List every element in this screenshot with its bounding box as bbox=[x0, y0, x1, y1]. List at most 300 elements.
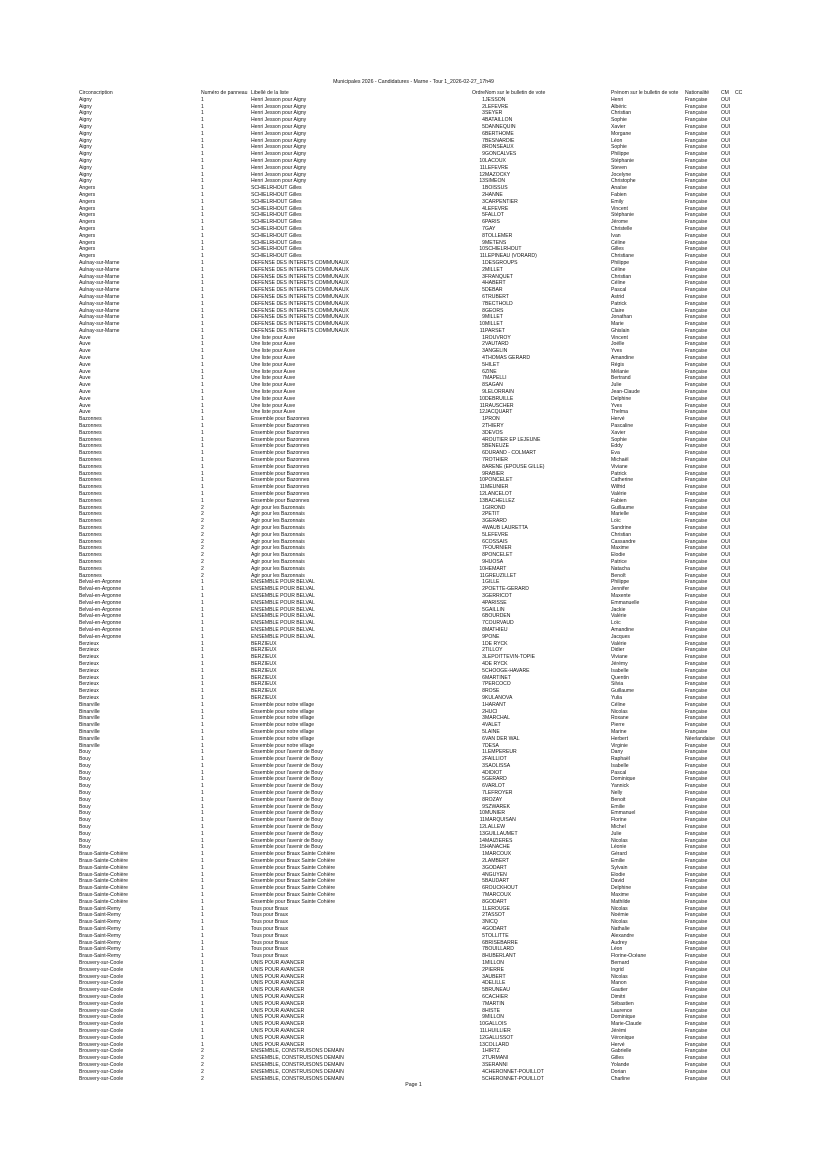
cell-cm: OUI bbox=[721, 525, 731, 531]
table-row bbox=[79, 715, 749, 722]
table-row bbox=[79, 878, 749, 885]
table-row bbox=[79, 355, 749, 362]
cell-libelle: Henri Jesson pour Aigny bbox=[251, 117, 307, 124]
table-row bbox=[79, 267, 749, 274]
cell-nationalite: Française bbox=[685, 287, 708, 294]
table-row bbox=[79, 641, 749, 648]
cell-cm: OUI bbox=[721, 117, 731, 124]
cell-nationalite: Française bbox=[685, 409, 708, 416]
cell-libelle: Une liste pour Auve bbox=[251, 375, 296, 382]
cell-numero-panneau: 1 bbox=[201, 375, 204, 382]
cell-nom: COSSAIS bbox=[485, 538, 508, 545]
cell-circonscription: Belval-en-Argonne bbox=[79, 592, 122, 599]
cell-libelle: Agir pour les Bazonnais bbox=[251, 511, 305, 518]
cell-cm: OUI bbox=[721, 1014, 731, 1021]
cell-nationalite: Française bbox=[685, 375, 708, 382]
cell-ordre: 6 bbox=[482, 939, 485, 946]
cell-libelle: ENSEMBLE POUR BELVAL bbox=[251, 599, 315, 606]
table-row bbox=[79, 709, 749, 716]
cell-libelle: Ensemble pour Bazonnes bbox=[251, 463, 310, 470]
table-row bbox=[79, 403, 749, 410]
cell-nationalite: Française bbox=[685, 1041, 708, 1048]
cell-prenom: Catherine bbox=[611, 477, 634, 484]
cell-ordre: 7 bbox=[482, 790, 485, 797]
cell-numero-panneau: 1 bbox=[201, 348, 204, 355]
cell-nationalite: Française bbox=[685, 436, 708, 443]
cell-numero-panneau: 1 bbox=[201, 463, 204, 470]
cell-ordre: 11 bbox=[479, 253, 485, 260]
cell-circonscription: Brouvery-sur-Coole bbox=[79, 993, 124, 1000]
cell-libelle: Ensemble pour l'avenir de Bouy bbox=[251, 790, 323, 797]
cell-nationalite: Française bbox=[685, 191, 708, 198]
cell-nom: LEFEVRE bbox=[485, 164, 509, 171]
cell-nationalite: Française bbox=[685, 525, 708, 531]
cell-ordre: 1 bbox=[482, 334, 485, 341]
cell-numero-panneau: 1 bbox=[201, 1007, 204, 1014]
cell-libelle: Henri Jesson pour Aigny bbox=[251, 151, 307, 158]
cell-ordre: 10 bbox=[479, 477, 485, 484]
cell-ordre: 11 bbox=[479, 572, 485, 579]
cell-numero-panneau: 1 bbox=[201, 1014, 204, 1021]
cell-prenom: Emmanuelle bbox=[611, 599, 640, 606]
cell-nationalite: Française bbox=[685, 416, 708, 423]
cell-circonscription: Aigny bbox=[79, 171, 92, 178]
cell-nom: THOMAS GERARD bbox=[485, 355, 530, 362]
cell-nom: ROTHIER bbox=[485, 457, 508, 464]
cell-numero-panneau: 2 bbox=[201, 1048, 204, 1055]
cell-nom: VAN DER WAL bbox=[485, 735, 520, 742]
cell-numero-panneau: 1 bbox=[201, 293, 204, 300]
table-row bbox=[79, 844, 749, 851]
cell-libelle: BERZIEUX bbox=[251, 654, 277, 661]
cell-ordre: 8 bbox=[482, 232, 485, 239]
cell-numero-panneau: 1 bbox=[201, 423, 204, 430]
table-row bbox=[79, 783, 749, 790]
cell-circonscription: Angers bbox=[79, 191, 96, 198]
cell-numero-panneau: 2 bbox=[201, 545, 204, 552]
cell-nationalite: Française bbox=[685, 626, 708, 633]
cell-prenom: Bernard bbox=[611, 960, 630, 966]
cell-cm: OUI bbox=[721, 552, 731, 559]
cell-libelle: ENSEMBLE, CONSTRUISONS DEMAIN bbox=[251, 1048, 344, 1055]
cell-prenom: Guillaume bbox=[611, 504, 634, 511]
cell-circonscription: Bouy bbox=[79, 817, 91, 824]
cell-nom: MAZOCKY bbox=[485, 171, 511, 178]
cell-nom: LAINE bbox=[485, 728, 500, 735]
cell-circonscription: Braux-Sainte-Cohière bbox=[79, 878, 128, 885]
cell-libelle: SCHIELRHOUT Gilles bbox=[251, 246, 302, 253]
cell-prenom: Dimitri bbox=[611, 993, 626, 1000]
cell-nom: TOLLEMER bbox=[485, 232, 513, 239]
cell-prenom: Philippe bbox=[611, 259, 630, 266]
cell-nom: RONSEAUX bbox=[485, 144, 514, 151]
cell-cm: OUI bbox=[721, 205, 731, 212]
cell-circonscription: Aulnay-sur-Marne bbox=[79, 287, 120, 294]
cell-ordre: 1 bbox=[482, 96, 485, 103]
cell-libelle: ENSEMBLE, CONSTRUISONS DEMAIN bbox=[251, 1061, 344, 1068]
cell-libelle: SCHIELRHOUT Gilles bbox=[251, 191, 302, 198]
cell-ordre: 2 bbox=[482, 858, 485, 865]
cell-prenom: Maxime bbox=[611, 545, 629, 552]
cell-libelle: Ensemble pour notre village bbox=[251, 708, 315, 715]
cell-numero-panneau: 1 bbox=[201, 144, 204, 151]
cell-circonscription: Auve bbox=[79, 355, 91, 362]
table-row bbox=[79, 695, 749, 702]
cell-circonscription: Bazonnes bbox=[79, 538, 102, 545]
cell-numero-panneau: 1 bbox=[201, 626, 204, 633]
cell-numero-panneau: 1 bbox=[201, 219, 204, 226]
cell-nationalite: Française bbox=[685, 144, 708, 151]
cell-nom: HEMART bbox=[485, 565, 507, 572]
cell-cm: OUI bbox=[721, 878, 731, 885]
cell-numero-panneau: 1 bbox=[201, 946, 204, 953]
cell-numero-panneau: 1 bbox=[201, 694, 204, 701]
cell-numero-panneau: 1 bbox=[201, 1034, 204, 1041]
cell-nom: FAILLIOT bbox=[485, 756, 507, 763]
cell-libelle: ENSEMBLE POUR BELVAL bbox=[251, 586, 315, 593]
cell-circonscription: Angers bbox=[79, 239, 96, 246]
cell-nom: ARENE (EPOUSE GILLE) bbox=[485, 463, 545, 470]
cell-cm: OUI bbox=[721, 130, 731, 137]
cell-nom: HANACHE bbox=[485, 844, 510, 851]
cell-nationalite: Française bbox=[685, 871, 708, 878]
cell-numero-panneau: 1 bbox=[201, 1041, 204, 1048]
cell-numero-panneau: 1 bbox=[201, 191, 204, 198]
cell-libelle: Ensemble pour Bazonnes bbox=[251, 423, 310, 430]
cell-nationalite: Française bbox=[685, 769, 708, 776]
table-row bbox=[79, 573, 749, 580]
cell-ordre: 6 bbox=[482, 368, 485, 375]
cell-prenom: Christophe bbox=[611, 178, 636, 185]
cell-libelle: Une liste pour Auve bbox=[251, 334, 296, 341]
cell-nationalite: Française bbox=[685, 1000, 708, 1007]
cell-nationalite: Française bbox=[685, 742, 708, 749]
cell-libelle: SCHIELRHOUT Gilles bbox=[251, 239, 302, 246]
cell-numero-panneau: 1 bbox=[201, 824, 204, 831]
cell-nationalite: Française bbox=[685, 932, 708, 939]
cell-circonscription: Aulnay-sur-Marne bbox=[79, 300, 120, 307]
cell-libelle: Une liste pour Auve bbox=[251, 348, 296, 355]
cell-circonscription: Belval-en-Argonne bbox=[79, 599, 122, 606]
cell-prenom: Charline bbox=[611, 1075, 630, 1082]
cell-cm: OUI bbox=[721, 844, 731, 851]
cell-cm: OUI bbox=[721, 355, 731, 362]
cell-prenom: Ingrid bbox=[611, 966, 624, 973]
cell-nom: GALLISSOT bbox=[485, 1034, 514, 1041]
cell-circonscription: Bazonnes bbox=[79, 429, 102, 436]
cell-prenom: Emmanuel bbox=[611, 810, 636, 817]
cell-ordre: 10 bbox=[479, 395, 485, 402]
cell-nationalite: Française bbox=[685, 946, 708, 953]
cell-ordre: 9 bbox=[482, 151, 485, 158]
cell-libelle: Ensemble pour Bazonnes bbox=[251, 477, 310, 484]
cell-nationalite: Française bbox=[685, 878, 708, 885]
cell-nationalite: Française bbox=[685, 953, 708, 960]
cell-nom: MAIZIERES bbox=[485, 837, 513, 844]
table-row bbox=[79, 817, 749, 824]
cell-circonscription: Auve bbox=[79, 395, 91, 402]
cell-prenom: Dany bbox=[611, 749, 623, 756]
cell-cm: OUI bbox=[721, 953, 731, 960]
cell-circonscription: Bazonnes bbox=[79, 477, 102, 484]
cell-prenom: Christiane bbox=[611, 253, 634, 260]
cell-nationalite: Française bbox=[685, 599, 708, 606]
cell-libelle: UNIS POUR AVANCER bbox=[251, 1000, 305, 1007]
cell-ordre: 5 bbox=[482, 606, 485, 613]
cell-cm: OUI bbox=[721, 620, 731, 627]
cell-libelle: Ensemble pour l'avenir de Bouy bbox=[251, 769, 323, 776]
cell-ordre: 9 bbox=[482, 314, 485, 321]
header-ordre: Ordre bbox=[471, 90, 485, 96]
cell-prenom: Nicolas bbox=[611, 905, 628, 912]
cell-prenom: Fabien bbox=[611, 191, 627, 198]
table-row bbox=[79, 199, 749, 206]
cell-nationalite: Française bbox=[685, 790, 708, 797]
cell-circonscription: Binarville bbox=[79, 742, 100, 749]
cell-prenom: Gérard bbox=[611, 851, 627, 858]
cell-libelle: SCHIELRHOUT Gilles bbox=[251, 205, 302, 212]
cell-ordre: 6 bbox=[482, 613, 485, 620]
cell-nom: NICQ bbox=[485, 919, 498, 926]
cell-circonscription: Auve bbox=[79, 389, 91, 396]
table-row bbox=[79, 926, 749, 933]
cell-nationalite: Française bbox=[685, 389, 708, 396]
cell-numero-panneau: 1 bbox=[201, 769, 204, 776]
cell-cm: OUI bbox=[721, 491, 731, 498]
cell-nationalite: Française bbox=[685, 844, 708, 851]
cell-nationalite: Française bbox=[685, 830, 708, 837]
cell-ordre: 5 bbox=[482, 531, 485, 538]
cell-prenom: Bertrand bbox=[611, 375, 631, 382]
cell-circonscription: Binarville bbox=[79, 728, 100, 735]
table-row bbox=[79, 559, 749, 566]
cell-ordre: 13 bbox=[479, 1041, 485, 1048]
cell-nationalite: Française bbox=[685, 239, 708, 246]
cell-numero-panneau: 1 bbox=[201, 137, 204, 144]
cell-numero-panneau: 1 bbox=[201, 409, 204, 416]
cell-cm: OUI bbox=[721, 898, 731, 905]
cell-prenom: Isabelle bbox=[611, 762, 629, 769]
cell-ordre: 2 bbox=[482, 912, 485, 919]
cell-cm: OUI bbox=[721, 762, 731, 769]
cell-nationalite: Française bbox=[685, 293, 708, 300]
cell-prenom: Florine-Océane bbox=[611, 953, 647, 960]
cell-cm: OUI bbox=[721, 817, 731, 824]
table-row bbox=[79, 661, 749, 668]
cell-ordre: 7 bbox=[482, 545, 485, 552]
cell-libelle: Agir pour les Bazonnais bbox=[251, 558, 305, 565]
cell-cm: OUI bbox=[721, 341, 731, 348]
cell-libelle: SCHIELRHOUT Gilles bbox=[251, 225, 302, 232]
cell-prenom: Vincent bbox=[611, 334, 628, 341]
cell-circonscription: Brouvery-sur-Coole bbox=[79, 1034, 124, 1041]
cell-prenom: Noémie bbox=[611, 912, 629, 919]
cell-nom: DE RYCK bbox=[485, 660, 508, 667]
cell-prenom: Viviane bbox=[611, 654, 628, 661]
cell-prenom: Pierre bbox=[611, 722, 625, 729]
cell-nationalite: Française bbox=[685, 130, 708, 137]
cell-nationalite: Française bbox=[685, 1061, 708, 1068]
table-row bbox=[79, 1062, 749, 1069]
cell-cm: OUI bbox=[721, 280, 731, 287]
cell-libelle: Une liste pour Auve bbox=[251, 368, 296, 375]
table-row bbox=[79, 498, 749, 505]
cell-nom: SCHIELRHOUT bbox=[485, 246, 522, 253]
cell-numero-panneau: 1 bbox=[201, 667, 204, 674]
cell-ordre: 8 bbox=[482, 1007, 485, 1014]
table-row bbox=[79, 613, 749, 620]
cell-ordre: 8 bbox=[482, 796, 485, 803]
cell-nationalite: Française bbox=[685, 429, 708, 436]
cell-ordre: 5 bbox=[482, 361, 485, 368]
cell-cm: OUI bbox=[721, 565, 731, 572]
table-row bbox=[79, 1008, 749, 1015]
cell-prenom: Patrick bbox=[611, 470, 627, 477]
cell-ordre: 3 bbox=[482, 864, 485, 871]
cell-nationalite: Française bbox=[685, 198, 708, 205]
cell-numero-panneau: 1 bbox=[201, 389, 204, 396]
cell-ordre: 1 bbox=[482, 1048, 485, 1055]
cell-circonscription: Auve bbox=[79, 382, 91, 389]
cell-numero-panneau: 1 bbox=[201, 205, 204, 212]
cell-nationalite: Française bbox=[685, 511, 708, 518]
cell-cm: OUI bbox=[721, 171, 731, 178]
table-row bbox=[79, 185, 749, 192]
cell-nationalite: Française bbox=[685, 1007, 708, 1014]
cell-ordre: 3 bbox=[482, 273, 485, 280]
cell-numero-panneau: 1 bbox=[201, 280, 204, 287]
cell-libelle: Agir pour les Bazonnais bbox=[251, 545, 305, 552]
cell-circonscription: Braux-Saint-Remy bbox=[79, 912, 121, 919]
cell-cm: OUI bbox=[721, 1021, 731, 1028]
cell-ordre: 8 bbox=[482, 626, 485, 633]
cell-libelle: Ensemble pour l'avenir de Bouy bbox=[251, 824, 323, 831]
cell-cm: OUI bbox=[721, 633, 731, 640]
cell-circonscription: Bouy bbox=[79, 803, 91, 810]
cell-circonscription: Bouy bbox=[79, 749, 91, 756]
cell-numero-panneau: 1 bbox=[201, 701, 204, 708]
cell-nom: MATHIEU bbox=[485, 626, 508, 633]
cell-nationalite: Française bbox=[685, 423, 708, 430]
cell-numero-panneau: 1 bbox=[201, 491, 204, 498]
cell-nationalite: Française bbox=[685, 966, 708, 973]
cell-circonscription: Braux-Sainte-Cohière bbox=[79, 898, 128, 905]
cell-circonscription: Bouy bbox=[79, 830, 91, 837]
cell-nationalite: Française bbox=[685, 864, 708, 871]
cell-cm: OUI bbox=[721, 253, 731, 260]
table-row bbox=[79, 471, 749, 478]
cell-cm: OUI bbox=[721, 824, 731, 831]
cell-libelle: Ensemble pour l'avenir de Bouy bbox=[251, 844, 323, 851]
cell-ordre: 9 bbox=[482, 389, 485, 396]
cell-nationalite: Française bbox=[685, 484, 708, 491]
cell-circonscription: Bazonnes bbox=[79, 511, 102, 518]
cell-nationalite: Française bbox=[685, 993, 708, 1000]
cell-prenom: Patrick bbox=[611, 300, 627, 307]
cell-numero-panneau: 2 bbox=[201, 518, 204, 525]
cell-libelle: BERZIEUX bbox=[251, 647, 277, 654]
cell-cm: OUI bbox=[721, 599, 731, 606]
table-row bbox=[79, 274, 749, 281]
table-row bbox=[79, 702, 749, 709]
cell-cm: OUI bbox=[721, 864, 731, 871]
table-row bbox=[79, 532, 749, 539]
cell-circonscription: Bazonnes bbox=[79, 416, 102, 423]
table-row bbox=[79, 722, 749, 729]
cell-libelle: Henri Jesson pour Aigny bbox=[251, 130, 307, 137]
cell-ordre: 7 bbox=[482, 1000, 485, 1007]
cell-cm: OUI bbox=[721, 579, 731, 586]
table-row bbox=[79, 192, 749, 199]
cell-prenom: Ivan bbox=[611, 232, 621, 239]
cell-libelle: UNIS POUR AVANCER bbox=[251, 966, 305, 973]
table-row bbox=[79, 749, 749, 756]
cell-ordre: 11 bbox=[479, 817, 485, 824]
cell-nom: GUILLAUMET bbox=[485, 830, 518, 837]
cell-prenom: Loïc bbox=[611, 620, 621, 627]
cell-libelle: Henri Jesson pour Aigny bbox=[251, 137, 307, 144]
table-row bbox=[79, 579, 749, 586]
cell-prenom: Philippe bbox=[611, 151, 630, 158]
cell-nom: CHERONNET-POUILLOT bbox=[485, 1075, 544, 1082]
cell-nom: VAUTARD bbox=[485, 341, 509, 348]
cell-prenom: Isabelle bbox=[611, 667, 629, 674]
table-row bbox=[79, 131, 749, 138]
cell-libelle: Ensemble pour Braux Sainte Cohière bbox=[251, 864, 336, 871]
cell-libelle: Ensemble pour Braux Sainte Cohière bbox=[251, 885, 336, 892]
cell-libelle: Ensemble pour Bazonnes bbox=[251, 457, 310, 464]
cell-cm: OUI bbox=[721, 511, 731, 518]
cell-numero-panneau: 1 bbox=[201, 620, 204, 627]
cell-circonscription: Berzieux bbox=[79, 667, 99, 674]
cell-circonscription: Aulnay-sur-Marne bbox=[79, 307, 120, 314]
cell-nationalite: Française bbox=[685, 803, 708, 810]
cell-nationalite: Française bbox=[685, 314, 708, 321]
cell-libelle: DEFENSE DES INTERETS COMMUNAUX bbox=[251, 314, 349, 321]
cell-nom: DE RYCK bbox=[485, 640, 508, 647]
cell-ordre: 3 bbox=[482, 919, 485, 926]
cell-numero-panneau: 1 bbox=[201, 1027, 204, 1034]
table-row bbox=[79, 607, 749, 614]
cell-prenom: Henri bbox=[611, 96, 624, 103]
cell-ordre: 5 bbox=[482, 1075, 485, 1082]
cell-numero-panneau: 1 bbox=[201, 212, 204, 219]
cell-cm: OUI bbox=[721, 1041, 731, 1048]
cell-nationalite: Française bbox=[685, 552, 708, 559]
table-header bbox=[79, 90, 749, 97]
cell-cm: OUI bbox=[721, 980, 731, 987]
cell-ordre: 5 bbox=[482, 776, 485, 783]
cell-nationalite: Française bbox=[685, 674, 708, 681]
cell-numero-panneau: 1 bbox=[201, 130, 204, 137]
cell-cm: OUI bbox=[721, 715, 731, 722]
cell-nom: DIDIOT bbox=[485, 769, 503, 776]
cell-cm: OUI bbox=[721, 749, 731, 756]
cell-libelle: UNIS POUR AVANCER bbox=[251, 960, 305, 966]
cell-circonscription: Braux-Saint-Remy bbox=[79, 932, 121, 939]
cell-cm: OUI bbox=[721, 939, 731, 946]
cell-numero-panneau: 1 bbox=[201, 606, 204, 613]
cell-nationalite: Française bbox=[685, 273, 708, 280]
table-row bbox=[79, 138, 749, 145]
cell-circonscription: Brouvery-sur-Coole bbox=[79, 1021, 124, 1028]
table-row bbox=[79, 974, 749, 981]
cell-ordre: 15 bbox=[479, 844, 485, 851]
cell-nom: BACHELLEZ bbox=[485, 497, 515, 504]
cell-nom: MUNIER bbox=[485, 810, 506, 817]
cell-libelle: UNIS POUR AVANCER bbox=[251, 987, 305, 994]
cell-prenom: Emilie bbox=[611, 858, 625, 865]
